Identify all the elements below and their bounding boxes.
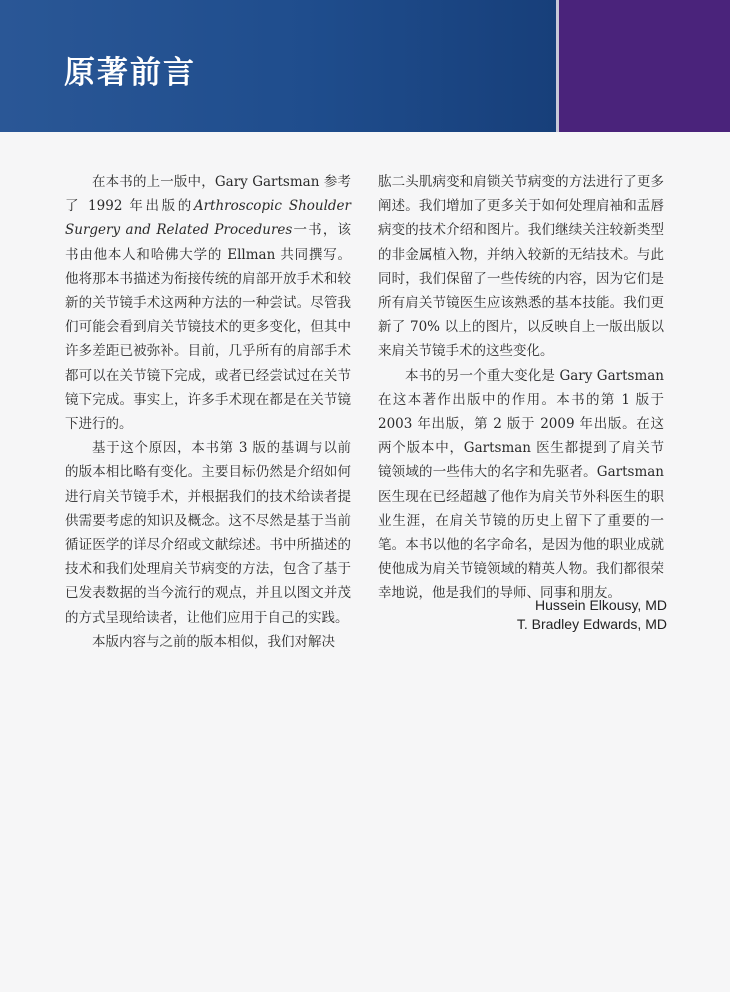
book-title: Arthroscopic Shoulder Surgery and Related Procedures [65,198,351,239]
author-name: T. Bradley Edwards, MD [516,616,667,632]
paragraph-3-start: 本版内容与之前的版本相似，我们对解决 [92,633,335,650]
header-banner [0,0,730,132]
header-purple-band [559,0,730,132]
paragraph-4: 本书的另一个重大变化是 Gary Gartsman 在这本著作出版中的作用。本书的第 1 版于 2003 年出版，第 2 版于 2009 年出版。在这两个版本中，Gartsman 医生都提到了肩关节镜领域的一些伟大的名字和先驱者。Gartsman 医生现在已经超越了他作为肩关节外科医生的职业生涯，在肩关节镜的历史上留下了重要的一笔。本书以他的名字命名，是因为他的职业成就使他成为肩关节镜领域的精英人物。我们都很荣幸地说，他是我们的导师、同事和朋友。 [378,367,664,602]
paragraph-1-end: 一书，该书由他本人和哈佛大学的 Ellman 共同撰写。他将那本书描述为衔接传统的肩部开放手术和较新的关节镜手术这两种方法的一种尝试。尽管我们可能会看到肩关节镜技术的更多变化，但其中许多差距已被弥补。目前，几乎所有的肩部手术都可以在关节镜下完成，或者已经尝试过在关节镜下完成。事实上，许多手术现在都是在关节镜下进行的。 [65,222,352,433]
paragraph-2: 基于这个原因，本书第 3 版的基调与以前的版本相比略有变化。主要目标仍然是介绍如何进行肩关节镜手术，并根据我们的技术给读者提供需要考虑的知识及概念。这不尽然是基于当前循证医学的详尽介绍或文献综述。书中所描述的技术和我们处理肩关节病变的方法，包含了基于已发表数据的当今流行的观点，并且以图文并茂的方式呈现给读者，让他们应用于自己的实践。 [65,440,351,626]
paragraph-3-continued: 肱二头肌病变和肩锁关节病变的方法进行了更多阐述。我们增加了更多关于如何处理肩袖和盂唇病变的技术介绍和图片。我们继续关注较新类型的非金属植入物，并纳入较新的无结技术。与此同时，我们保留了一些传统的内容，因为它们是所有肩关节镜医生应该熟悉的基本技能。我们更新了 70% 以上的图片，以反映自上一版出版以来肩关节镜手术的这些变化。 [378,174,664,360]
paragraph-1 [65,170,351,436]
text-column-left [65,170,351,654]
author-signature [517,596,667,634]
page-title: 原著前言 [64,55,196,91]
text-column-right [378,170,664,606]
author-name: Hussein Elkousy, MD [534,597,667,613]
paragraph-1-start: 在本书的上一版中，Gary Gartsman 参考了 1992 年出版的 [65,174,351,215]
